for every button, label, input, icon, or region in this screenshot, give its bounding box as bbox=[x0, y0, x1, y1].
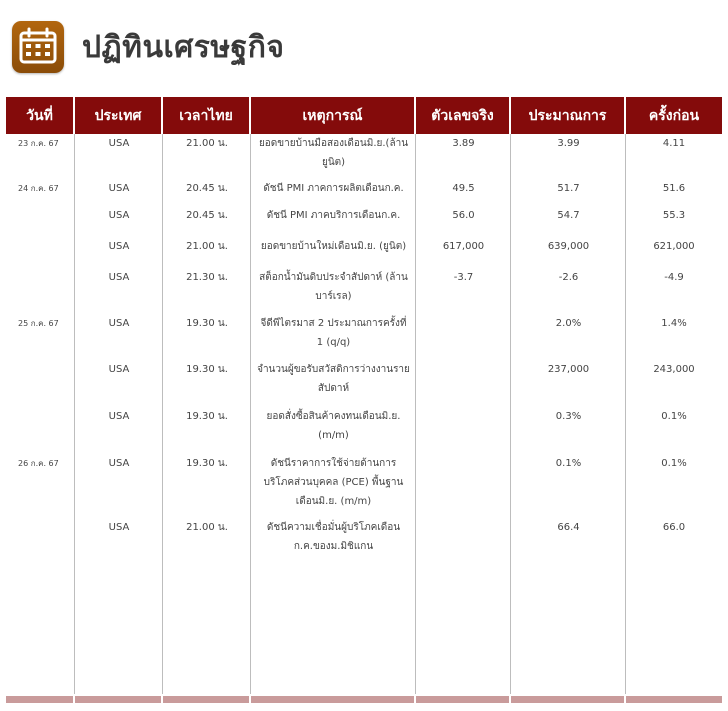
cell-time: 21.00 น. bbox=[186, 522, 228, 533]
cell-forecast: 3.99 bbox=[557, 138, 580, 149]
cell-actual: 49.5 bbox=[452, 183, 475, 194]
header-forecast: ประมาณการ bbox=[511, 97, 626, 134]
cell-actual: 617,000 bbox=[442, 241, 485, 252]
cell-previous: 55.3 bbox=[662, 210, 686, 221]
cell-forecast: 2.0% bbox=[555, 318, 582, 329]
cell-time: 19.30 น. bbox=[186, 318, 228, 329]
cell-event: ยอดสั่งซื้อสินค้าคงทนเดือนมิ.ย.(m/m) bbox=[266, 411, 401, 441]
cell-forecast: 237,000 bbox=[547, 364, 590, 375]
footer-segment bbox=[163, 696, 251, 703]
header-country: ประเทศ bbox=[75, 97, 163, 134]
cell-time: 19.30 น. bbox=[186, 364, 228, 375]
cell-country: USA bbox=[108, 138, 130, 149]
footer-segment bbox=[6, 696, 75, 703]
cell-actual: -3.7 bbox=[453, 272, 474, 283]
cell-actual: 56.0 bbox=[452, 210, 475, 221]
table-header bbox=[6, 97, 722, 134]
cell-country: USA bbox=[108, 522, 130, 533]
cell-event: ดัชนี PMI ภาคบริการเดือนก.ค. bbox=[266, 210, 401, 221]
cell-event: ยอดขายบ้านใหม่เดือนมิ.ย. (ยูนิต) bbox=[260, 241, 407, 252]
table-footer-bar bbox=[6, 696, 722, 703]
cell-country: USA bbox=[108, 318, 130, 329]
cell-forecast: 51.7 bbox=[557, 183, 580, 194]
table-body bbox=[6, 134, 722, 694]
cell-time: 21.00 น. bbox=[186, 241, 228, 252]
economic-calendar-table bbox=[6, 97, 722, 703]
cell-time: 19.30 น. bbox=[186, 458, 228, 469]
cell-date: 24 ก.ค. 67 bbox=[18, 184, 59, 193]
cell-forecast: 639,000 bbox=[547, 241, 590, 252]
cell-country: USA bbox=[108, 183, 130, 194]
cell-event: ดัชนีราคาการใช้จ่ายด้านการบริโภคส่วนบุคคล (PCE) พื้นฐานเดือนมิ.ย. (m/m) bbox=[263, 458, 404, 507]
cell-time: 20.45 น. bbox=[186, 183, 228, 194]
cell-event: สต็อกน้ำมันดิบประจำสัปดาห์ (ล้านบาร์เรล) bbox=[259, 272, 408, 302]
cell-country: USA bbox=[108, 210, 130, 221]
cell-event: ดัชนี PMI ภาคการผลิตเดือนก.ค. bbox=[263, 183, 404, 194]
header-actual: ตัวเลขจริง bbox=[416, 97, 511, 134]
header-event: เหตุการณ์ bbox=[251, 97, 416, 134]
cell-time: 20.45 น. bbox=[186, 210, 228, 221]
cell-actual: 3.89 bbox=[452, 138, 475, 149]
footer-segment bbox=[626, 696, 722, 703]
cell-event: ยอดขายบ้านมือสองเดือนมิ.ย.(ล้านยูนิต) bbox=[258, 138, 409, 168]
header-time: เวลาไทย bbox=[163, 97, 251, 134]
cell-forecast: 0.3% bbox=[555, 411, 582, 422]
cell-country: USA bbox=[108, 411, 130, 422]
footer-segment bbox=[416, 696, 511, 703]
calendar-icon bbox=[12, 21, 64, 73]
header-previous: ครั้งก่อน bbox=[626, 97, 722, 134]
page-title: ปฏิทินเศรษฐกิจ bbox=[82, 29, 285, 65]
cell-previous: 621,000 bbox=[653, 241, 695, 252]
header-date: วันที่ bbox=[6, 97, 75, 134]
cell-date: 23 ก.ค. 67 bbox=[18, 139, 59, 148]
cell-forecast: 54.7 bbox=[557, 210, 580, 221]
cell-country: USA bbox=[108, 458, 130, 469]
cell-date: 25 ก.ค. 67 bbox=[18, 319, 59, 328]
cell-event: จำนวนผู้ขอรับสวัสดิการว่างงานรายสัปดาห์ bbox=[257, 364, 410, 394]
cell-country: USA bbox=[108, 272, 130, 283]
cell-forecast: 66.4 bbox=[557, 522, 580, 533]
cell-country: USA bbox=[108, 364, 130, 375]
cell-previous: 4.11 bbox=[662, 138, 686, 149]
cell-previous: 51.6 bbox=[662, 183, 686, 194]
cell-forecast: 0.1% bbox=[555, 458, 582, 469]
footer-segment bbox=[251, 696, 416, 703]
cell-time: 19.30 น. bbox=[186, 411, 228, 422]
cell-time: 21.30 น. bbox=[186, 272, 228, 283]
cell-event: ดัชนีความเชื่อมั่นผู้บริโภคเดือนก.ค.ของม.มิชิแกน bbox=[266, 522, 401, 552]
cell-previous: 0.1% bbox=[661, 458, 687, 469]
cell-previous: 243,000 bbox=[653, 364, 695, 375]
cell-date: 26 ก.ค. 67 bbox=[18, 459, 59, 468]
footer-segment bbox=[511, 696, 626, 703]
cell-time: 21.00 น. bbox=[186, 138, 228, 149]
cell-event: จีดีพีไตรมาส 2 ประมาณการครั้งที่ 1 (q/q) bbox=[260, 318, 407, 348]
page-header bbox=[12, 18, 284, 76]
cell-country: USA bbox=[108, 241, 130, 252]
cell-previous: 1.4% bbox=[661, 318, 687, 329]
cell-forecast: -2.6 bbox=[558, 272, 579, 283]
cell-previous: 66.0 bbox=[662, 522, 686, 533]
cell-previous: 0.1% bbox=[661, 411, 687, 422]
cell-previous: -4.9 bbox=[664, 272, 684, 283]
footer-segment bbox=[75, 696, 163, 703]
